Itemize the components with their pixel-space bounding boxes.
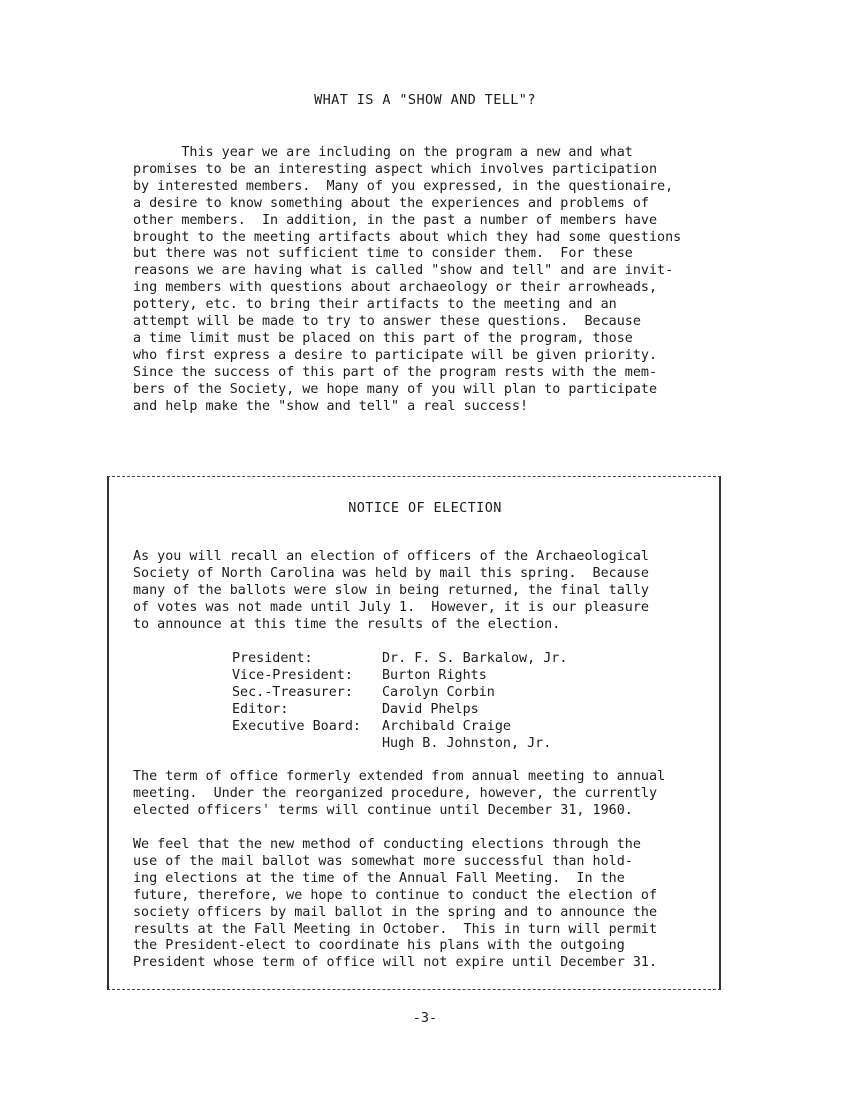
method-paragraph bbox=[133, 837, 703, 972]
show-and-tell-paragraph bbox=[133, 145, 713, 416]
officers-list bbox=[232, 651, 567, 752]
paragraph-line: society officers by mail ballot in the spring and to announce the bbox=[133, 904, 658, 920]
paragraph-line: pottery, etc. to bring their artifacts to the meeting and an bbox=[133, 297, 617, 313]
officer-row bbox=[232, 685, 567, 702]
paragraph-line: other members. In addition, in the past a number of members have bbox=[133, 212, 658, 228]
show-and-tell-title: WHAT IS A "SHOW AND TELL"? bbox=[314, 92, 536, 108]
paragraph-line: future, therefore, we hope to continue to conduct the election of bbox=[133, 887, 658, 903]
paragraph-line: As you will recall an election of officers of the Archaeological bbox=[133, 549, 649, 564]
paragraph-line: attempt will be made to try to answer these questions. Because bbox=[133, 314, 641, 330]
paragraph-line: many of the ballots were slow in being returned, the final tally bbox=[133, 582, 649, 598]
officer-name: David Phelps bbox=[382, 701, 479, 717]
term-paragraph bbox=[133, 769, 703, 820]
paragraph-line: reasons we are having what is called "show and tell" and are invit- bbox=[133, 263, 674, 279]
officer-name: Carolyn Corbin bbox=[382, 684, 495, 700]
paragraph-line: who first express a desire to participate will be given priority. bbox=[133, 347, 658, 363]
officer-name: Hugh B. Johnston, Jr. bbox=[382, 735, 552, 751]
officer-role: President: bbox=[232, 651, 313, 666]
officer-name: Archibald Craige bbox=[382, 718, 511, 734]
paragraph-line: promises to be an interesting aspect which involves participation bbox=[133, 161, 658, 177]
officer-row bbox=[232, 651, 567, 668]
paragraph-line: President whose term of office will not expire until December 31. bbox=[133, 955, 658, 971]
officer-role: Editor: bbox=[232, 701, 289, 717]
paragraph-line: bers of the Society, we hope many of you will plan to participate bbox=[133, 381, 658, 397]
paragraph-line: elected officers' terms will continue until December 31, 1960. bbox=[133, 802, 633, 818]
officer-role: Sec.-Treasurer: bbox=[232, 684, 353, 700]
paragraph-line: a desire to know something about the experiences and problems of bbox=[133, 195, 649, 211]
page-number: -3- bbox=[412, 1010, 438, 1026]
officer-role bbox=[232, 736, 382, 753]
officer-row bbox=[232, 668, 567, 685]
officer-name: Burton Rights bbox=[382, 667, 487, 683]
paragraph-line: by interested members. Many of you expressed, in the questionaire, bbox=[133, 178, 674, 194]
officer-row bbox=[232, 719, 567, 736]
election-intro-paragraph bbox=[133, 549, 703, 634]
paragraph-line: but there was not sufficient time to consider them. For these bbox=[133, 246, 633, 262]
paragraph-line: We feel that the new method of conducting elections through the bbox=[133, 837, 641, 852]
officer-row bbox=[232, 702, 567, 719]
officer-row bbox=[232, 736, 567, 753]
election-notice-title: NOTICE OF ELECTION bbox=[348, 500, 502, 516]
paragraph-line: results at the Fall Meeting in October. This in turn will permit bbox=[133, 921, 658, 937]
paragraph-line: the President-elect to coordinate his plans with the outgoing bbox=[133, 938, 625, 954]
paragraph-line: meeting. Under the reorganized procedure, however, the currently bbox=[133, 785, 658, 801]
officer-name: Dr. F. S. Barkalow, Jr. bbox=[382, 651, 568, 666]
paragraph-line: of votes was not made until July 1. However, it is our pleasure bbox=[133, 599, 649, 615]
officer-role: Executive Board: bbox=[232, 718, 361, 734]
paragraph-line: a time limit must be placed on this part of the program, those bbox=[133, 330, 633, 346]
officer-role: Vice-President: bbox=[232, 667, 353, 683]
paragraph-line: to announce at this time the results of the election. bbox=[133, 616, 561, 632]
paragraph-line: This year we are including on the program a new and what bbox=[133, 145, 633, 160]
paragraph-line: brought to the meeting artifacts about which they had some questions bbox=[133, 229, 682, 245]
paragraph-line: ing elections at the time of the Annual Fall Meeting. In the bbox=[133, 870, 625, 886]
paragraph-line: The term of office formerly extended from annual meeting to annual bbox=[133, 769, 666, 784]
paragraph-line: ing members with questions about archaeology or their arrowheads, bbox=[133, 280, 658, 296]
paragraph-line: Since the success of this part of the program rests with the mem- bbox=[133, 364, 658, 380]
paragraph-line: Society of North Carolina was held by mail this spring. Because bbox=[133, 565, 649, 581]
paragraph-line: use of the mail ballot was somewhat more successful than hold- bbox=[133, 853, 633, 869]
paragraph-line: and help make the "show and tell" a real success! bbox=[133, 398, 529, 414]
